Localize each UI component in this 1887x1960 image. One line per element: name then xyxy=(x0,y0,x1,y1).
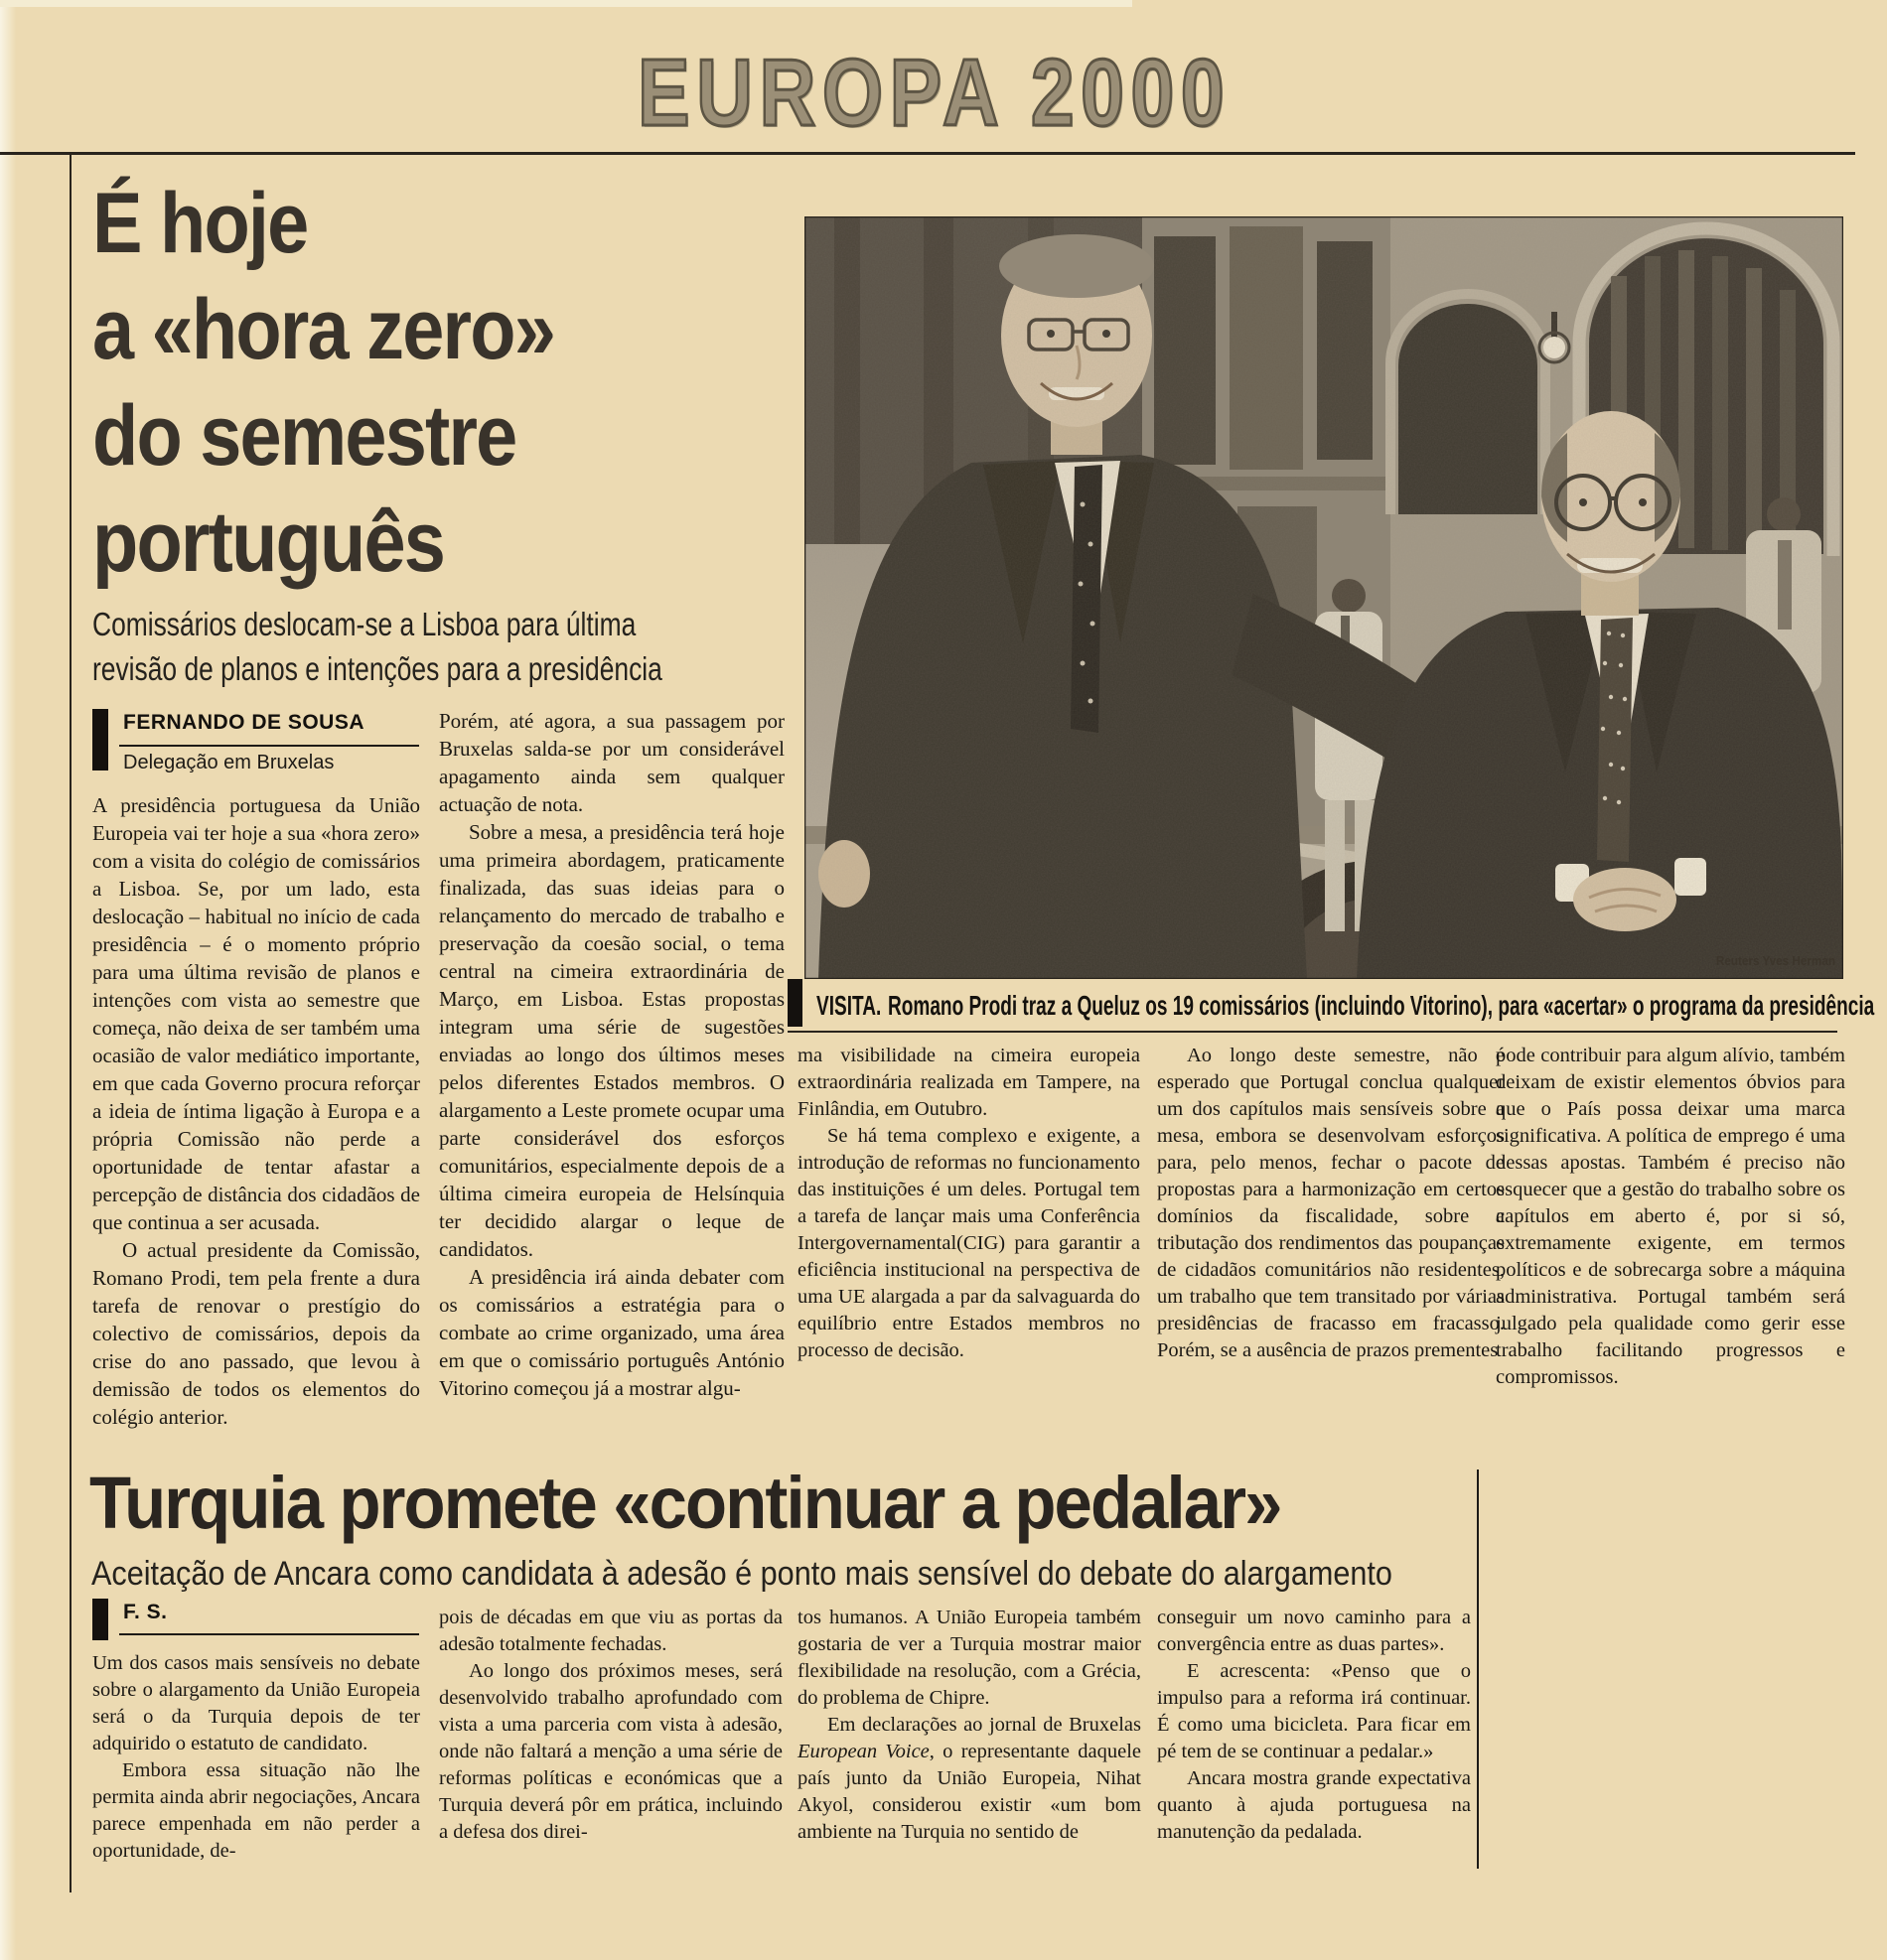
paragraph: Um dos casos mais sensíveis no debate sobre o alargamento da União Europeia será o da Turquia depois de ter adquirido o estatuto de candidato. xyxy=(92,1652,420,1754)
caption-marker xyxy=(788,979,802,1027)
paragraph: Embora essa situação não lhe permita ainda abrir negociações, Ancara parece empenhada em não perder a oportunidade, de- xyxy=(92,1759,420,1862)
paragraph: Se há tema complexo e exigente, a introdução de reformas no funcionamento das instituições é um deles. Portugal tem a tarefa de lançar mais uma Conferência Intergovernamental(CIG) para garantir a eficiência institucional na perspectiva de uma UE alargada a par da salvaguarda do equilíbrio entre Estados membros no processo de decisão. xyxy=(798,1125,1140,1361)
paragraph: Ao longo dos próximos meses, será desenvolvido trabalho aprofundado com vista a uma parceria com vista à adesão, onde não faltará a menção a uma série de reformas políticas e económicas que a Turquia deverá pôr em prática, incluindo a defesa dos direi- xyxy=(439,1660,783,1843)
caption-rule xyxy=(788,1031,1837,1033)
byline-rule xyxy=(119,1633,419,1635)
byline-author: F. S. xyxy=(123,1601,168,1623)
paragraph: tos humanos. A União Europeia também gostaria de ver a Turquia mostrar maior flexibilidade na resolução, com a Grécia, do problema de Chipre. xyxy=(798,1607,1141,1709)
article1-headline-line: É hoje xyxy=(92,176,308,271)
byline-rule xyxy=(119,745,419,747)
byline-role: Delegação em Bruxelas xyxy=(123,752,335,773)
article2-deck: Aceitação de Ancara como candidata à adesão é ponto mais sensível do debate do alargamento xyxy=(91,1555,1392,1593)
article2-headline: Turquia promete «continuar a pedalar» xyxy=(89,1462,1281,1544)
article1-headline-line: português xyxy=(92,494,445,590)
paragraph: pode contribuir para algum alívio, também deixam de existir elementos óbvios para que o País possa deixar uma marca significativa. A política de emprego é uma dessas apostas. Também é preciso não esquecer que a gestão do trabalho sobre os capítulos em aberto é, por si só, extremamente exigente, em termos políticos e de sobrecarga sobre a máquina administrativa. Portugal também será julgado pela qualidade como gerir esse trabalho facilitando progressos e compromissos. xyxy=(1496,1045,1845,1388)
article1-deck-line: revisão de planos e intenções para a presidência xyxy=(92,650,662,687)
paragraph: Ancara mostra grande expectativa quanto à ajuda portuguesa na manutenção da pedalada. xyxy=(1157,1767,1471,1843)
article1-deck-line: Comissários deslocam-se a Lisboa para última xyxy=(92,606,637,642)
byline-author: FERNANDO DE SOUSA xyxy=(123,711,365,734)
page-left-rule xyxy=(70,155,72,1892)
article1-column-1 xyxy=(92,791,420,1431)
article1-column-5 xyxy=(1496,1043,1845,1391)
photo-credit: Reuters Yves Herman xyxy=(1715,953,1835,968)
paragraph: E acrescenta: «Penso que o impulso para a reforma irá continuar. É como uma bicicleta. Para ficar em pé tem de se continuar a pedalar.» xyxy=(1157,1660,1471,1762)
article2-column-3 xyxy=(798,1605,1141,1846)
paragraph: Sobre a mesa, a presidência terá hoje uma primeira abordagem, praticamente finalizada, das suas ideias para o relançamento do mercado de trabalho e preservação da coesão social, o tema central na cimeira extraordinária de Março, em Lisboa. Estas propostas integram uma série de sugestões enviadas ao longo dos últimos meses pelos diferentes Estados membros. O alargamento a Leste promete ocupar uma parte considerável dos esforços comunitários, especialmente depois de a última cimeira europeia de Helsínquia ter decidido alargar o leque de candidatos. xyxy=(439,820,785,1261)
paragraph: Ao longo deste semestre, não é esperado que Portugal conclua qualquer um dos capítulos mais sensíveis sobre a mesa, embora se desenvolvam esforços para, pelo menos, fechar o pacote de propostas para a harmonização em certos domínios da fiscalidade, sobre a tributação dos rendimentos das poupanças de cidadãos comunitários não residentes, um trabalho que tem transitado por várias presidências de fracasso em fracasso. Porém, se a ausência de prazos prementes xyxy=(1157,1045,1505,1361)
publication-name: European Voice xyxy=(798,1741,930,1762)
masthead-rule xyxy=(0,152,1855,155)
paragraph: conseguir um novo caminho para a convergência entre as duas partes». xyxy=(1157,1607,1471,1655)
article1-column-2 xyxy=(439,707,785,1402)
paragraph: ma visibilidade na cimeira europeia extraordinária realizada em Tampere, na Finlândia, em Outubro. xyxy=(798,1045,1140,1120)
article1-column-3 xyxy=(798,1043,1140,1364)
photo-caption-text: Romano Prodi traz a Queluz os 19 comissários (incluindo Vitorino), para «acertar» o programa da presidência xyxy=(888,990,1875,1021)
paragraph: O actual presidente da Comissão, Romano Prodi, tem pela frente a dura tarefa de renovar o prestígio do colectivo de comissários, depois da crise do ano passado, que levou à demissão de todos os elementos do colégio anterior. xyxy=(92,1238,420,1429)
section-title: EUROPA 2000 xyxy=(638,40,1232,146)
article2-column-1 xyxy=(92,1650,420,1865)
paragraph: A presidência irá ainda debater com os comissários a estratégia para o combate ao crime organizado, uma área em que o comissário português António Vitorino começou já a mostrar algu- xyxy=(439,1265,785,1400)
scan-edge-top xyxy=(0,0,1132,7)
article2-column-2 xyxy=(439,1605,783,1846)
paragraph: A presidência portuguesa da União Europeia vai ter hoje a sua «hora zero» com a visita do colégio de comissários a Lisboa. Se, por um lado, esta deslocação – habitual no início de cada presidência – é o momento próprio para uma última revisão de planos e intenções com vista ao semestre que começa, não deixa de ser também uma ocasião de valor mediático importante, em que cada Governo procura reforçar a ideia de íntima ligação à Europa e a própria Comissão não perde a oportunidade de tentar afastar a percepção de distância dos cidadãos de que continua a ser acusada. xyxy=(92,793,420,1234)
paragraph: Porém, até agora, a sua passagem por Bruxelas salda-se por um considerável apagamento ainda sem qualquer actuação de nota. xyxy=(439,709,785,816)
article2-column-4 xyxy=(1157,1605,1471,1846)
paragraph-text: , o representante daquele país junto da União Europeia, Nihat Akyol, considerou existir «um bom ambiente na Turquia no sentido de xyxy=(798,1741,1141,1843)
paragraph-text: Em declarações ao jornal de Bruxelas xyxy=(827,1714,1141,1736)
paragraph xyxy=(798,1712,1141,1846)
news-photo xyxy=(804,216,1843,979)
article2-right-rule xyxy=(1477,1470,1479,1869)
paragraph: pois de décadas em que viu as portas da adesão totalmente fechadas. xyxy=(439,1607,783,1655)
article1-headline-line: do semestre xyxy=(92,388,516,484)
byline-marker xyxy=(92,1599,108,1640)
article1-column-4 xyxy=(1157,1043,1505,1364)
photo-caption-label: VISITA. xyxy=(816,990,882,1021)
photo-caption xyxy=(816,990,1874,1022)
byline-marker xyxy=(92,709,108,770)
article1-headline-line: a «hora zero» xyxy=(92,282,555,377)
scan-edge-left xyxy=(0,0,16,1960)
